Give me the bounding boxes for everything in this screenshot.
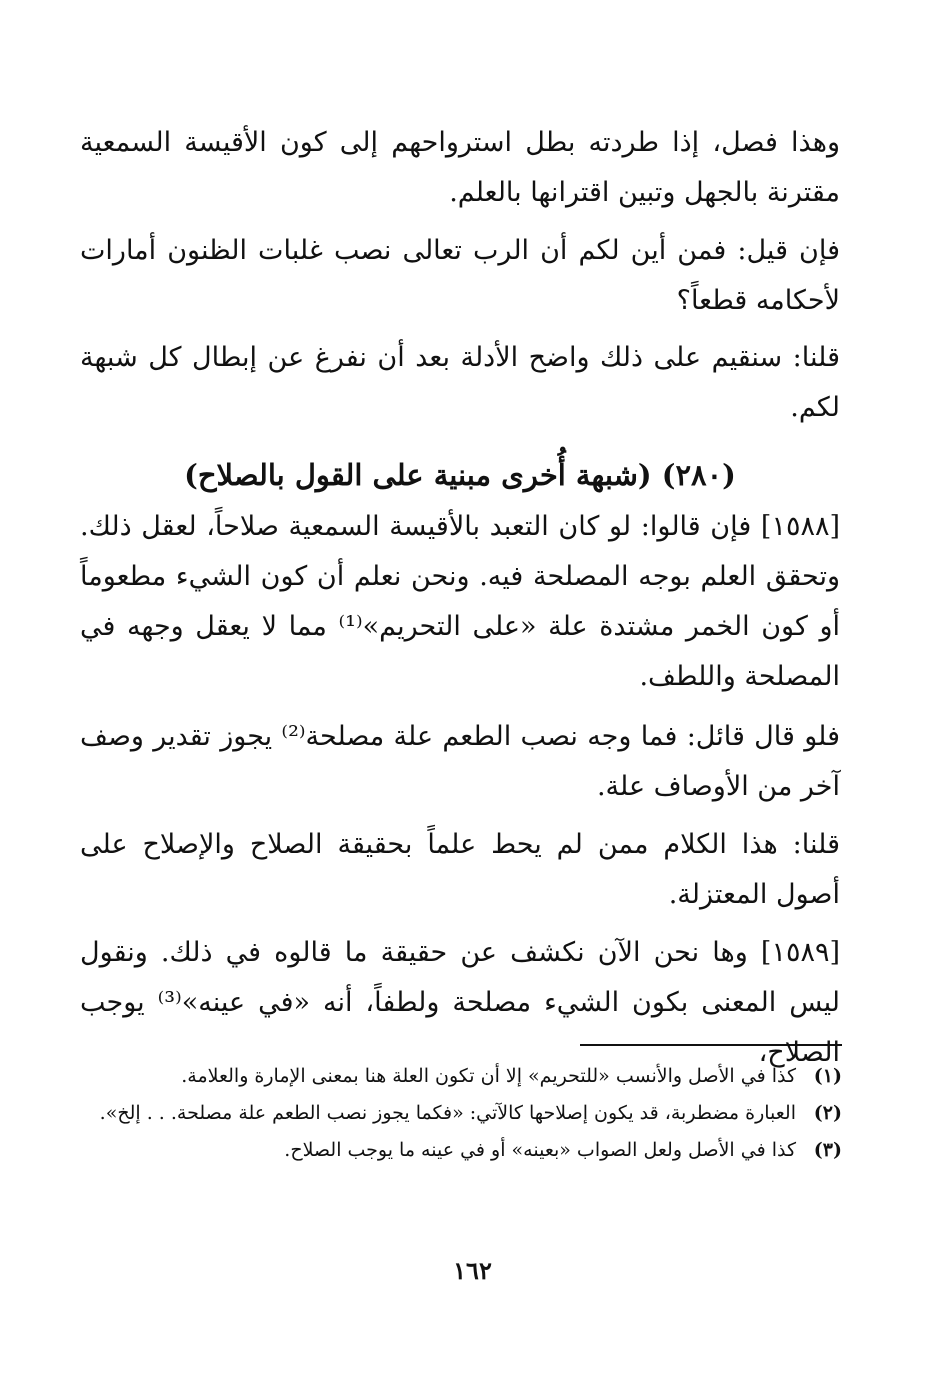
footnote-number: (١) (813, 1065, 842, 1087)
paragraph-2: فإن قيل: فمن أين لكم أن الرب تعالى نصب غلبات الظنون أمارات لأحكامه قطعاً؟ (80, 235, 840, 316)
section-heading: (٢٨٠) (شبهة أُخرى مبنية على القول بالصلاح) (184, 458, 736, 492)
footnote-number: (٢) (813, 1102, 842, 1124)
paragraph-1: وهذا فصل، إذا طردته بطل استرواحهم إلى كون الأقيسة السمعية مقترنة بالجهل وتبين اقترانها بالعلم. (80, 127, 840, 208)
paragraph-5: فلو قال قائل: فما وجه نصب الطعم علة مصلحة⁽²⁾ يجوز تقدير وصف آخر من الأوصاف علة. (80, 721, 841, 802)
footnote-3 (80, 1132, 842, 1169)
footnote-2 (80, 1095, 842, 1132)
footnote-number: (٣) (813, 1139, 842, 1161)
paragraph-7: [١٥٨٩] وها نحن الآن نكشف عن حقيقة ما قالوه في ذلك. ونقول ليس المعنى بكون الشيء مصلحة ولطفاً، أنه «في عينه»⁽³⁾ يوجب الصلاح، (80, 937, 840, 1068)
footnote-1 (80, 1058, 842, 1095)
footnotes (80, 1058, 842, 1169)
footnote-separator (580, 1044, 842, 1046)
footnote-text: كذا في الأصل والأنسب «للتحريم» إلا أن تكون العلة هنا بمعنى الإمارة والعلامة. (181, 1065, 796, 1087)
paragraph-6: قلنا: هذا الكلام ممن لم يحط علماً بحقيقة الصلاح والإصلاح على أصول المعتزلة. (80, 829, 840, 910)
page-number: ١٦٢ (453, 1256, 492, 1285)
paragraph-4: [١٥٨٨] فإن قالوا: لو كان التعبد بالأقيسة السمعية صلاحاً، لعقل ذلك. وتحقق العلم بوجه المصلحة فيه. ونحن نعلم أن كون الشيء مطعوماً أو كون الخمر مشتدة علة «على التحريم»⁽¹⁾ مما لا يعقل وجهه في المصلحة واللطف. (80, 511, 840, 692)
footnote-text: العبارة مضطربة، قد يكون إصلاحها كالآتي: «فكما يجوز نصب الطعم علة مصلحة. . . إلخ». (99, 1102, 796, 1124)
paragraph-3: قلنا: سنقيم على ذلك واضح الأدلة بعد أن نفرغ عن إبطال كل شبهة لكم. (80, 342, 840, 423)
footnote-text: كذا في الأصل ولعل الصواب «بعينه» أو في عينه ما يوجب الصلاح. (284, 1139, 796, 1161)
